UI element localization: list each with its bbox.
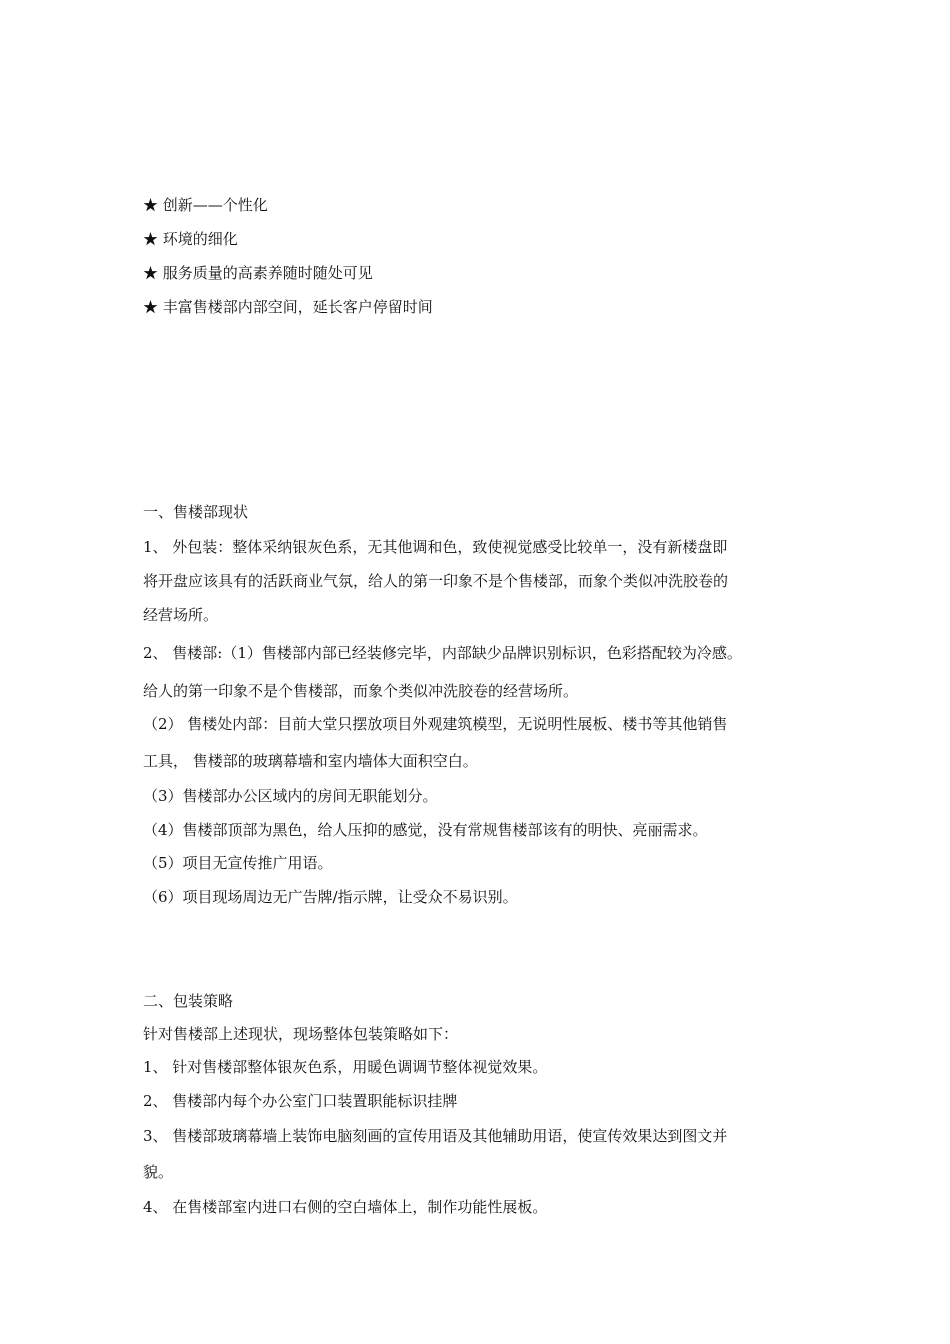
paragraph-line: 1、 外包装：整体采纳银灰色系，无其他调和色，致使视觉感受比较单一，没有新楼盘即	[143, 538, 728, 556]
paragraph-line: （6）项目现场周边无广告牌/指示牌，让受众不易识别。	[143, 888, 518, 906]
paragraph-line: （3）售楼部办公区域内的房间无职能划分。	[143, 787, 438, 805]
paragraph-line: 1、 针对售楼部整体银灰色系，用暖色调调节整体视觉效果。	[143, 1058, 548, 1076]
paragraph-line: 貌。	[143, 1163, 174, 1181]
bullet-item: ★ 创新——个性化	[143, 196, 268, 214]
paragraph-line: （4）售楼部顶部为黑色，给人压抑的感觉，没有常规售楼部该有的明快、亮丽需求。	[143, 821, 708, 839]
paragraph-line: 经营场所。	[143, 606, 219, 624]
paragraph-line: 针对售楼部上述现状，现场整体包装策略如下：	[143, 1025, 459, 1043]
section-heading: 一、售楼部现状	[143, 503, 249, 521]
bullet-item: ★ 环境的细化	[143, 230, 238, 248]
paragraph-line: 2、 售楼部:（1）售楼部内部已经装修完毕，内部缺少品牌识别标识，色彩搭配较为冷感。	[143, 644, 742, 662]
paragraph-line: 3、 售楼部玻璃幕墙上装饰电脑刻画的宣传用语及其他辅助用语，使宣传效果达到图文并	[143, 1127, 728, 1145]
section-heading: 二、包装策略	[143, 992, 234, 1010]
paragraph-line: 给人的第一印象不是个售楼部，而象个类似冲洗胶卷的经营场所。	[143, 682, 579, 700]
paragraph-line: （2） 售楼处内部：目前大堂只摆放项目外观建筑模型，无说明性展板、楼书等其他销售	[143, 715, 728, 733]
paragraph-line: 4、 在售楼部室内进口右侧的空白墙体上，制作功能性展板。	[143, 1198, 548, 1216]
bullet-item: ★ 服务质量的高素养随时随处可见	[143, 264, 373, 282]
paragraph-line: 2、 售楼部内每个办公室门口装置职能标识挂牌	[143, 1092, 458, 1110]
bullet-item: ★ 丰富售楼部内部空间，延长客户停留时间	[143, 298, 433, 316]
paragraph-line: （5）项目无宣传推广用语。	[143, 854, 333, 872]
paragraph-line: 工具， 售楼部的玻璃幕墙和室内墙体大面积空白。	[143, 752, 478, 770]
paragraph-line: 将开盘应该具有的活跃商业气氛，给人的第一印象不是个售楼部，而象个类似冲洗胶卷的	[143, 572, 729, 590]
